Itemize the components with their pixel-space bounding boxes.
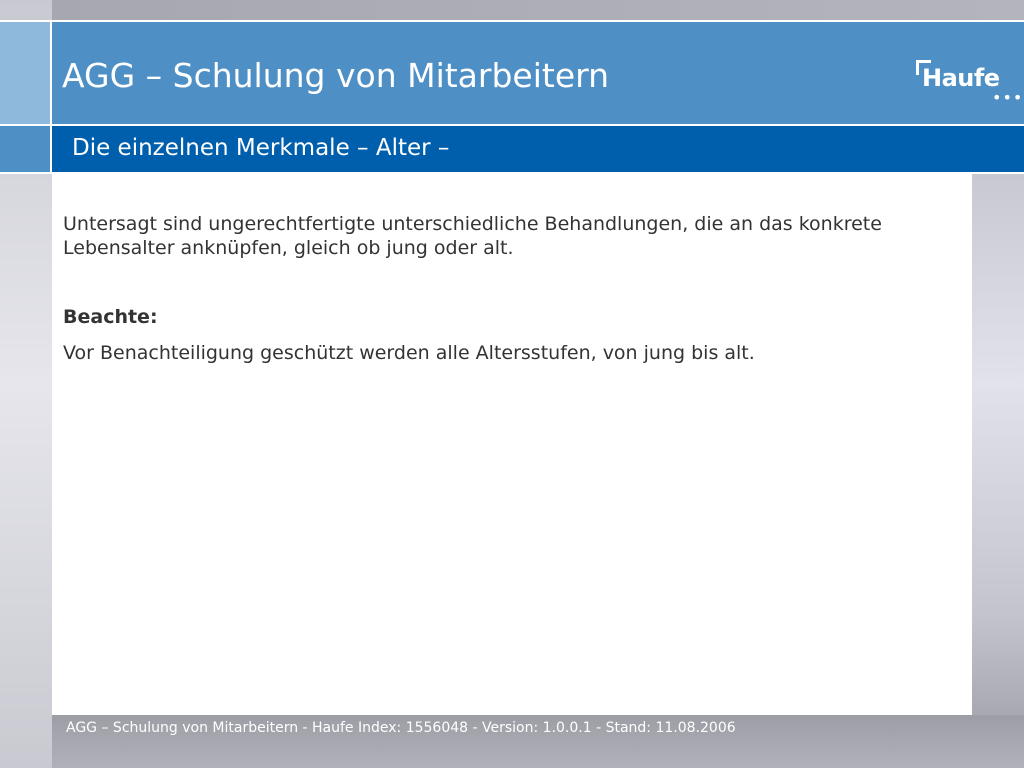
logo-text: Haufe <box>922 64 1000 92</box>
top-decor-strip <box>52 0 1024 20</box>
subtitle-band-accent <box>0 126 52 172</box>
title-band <box>0 20 1024 126</box>
note-text: Vor Benachteiligung geschützt werden alle Altersstufen, von jung bis alt. <box>63 342 755 364</box>
content-area <box>52 174 972 715</box>
footer <box>52 715 1024 768</box>
haufe-logo <box>912 60 1024 120</box>
logo-dots-icon: ••• <box>992 88 1024 107</box>
body-paragraph: Untersagt sind ungerechtfertigte unterschiedliche Behandlungen, die an das konkrete Lebensalter anknüpfen, gleich ob jung oder alt. <box>63 213 882 259</box>
footer-text: AGG – Schulung von Mitarbeitern - Haufe Index: 1556048 - Version: 1.0.0.1 - Stand: 11.08.2006 <box>66 720 736 736</box>
slide-title: AGG – Schulung von Mitarbeitern <box>62 56 610 95</box>
note-heading: Beachte: <box>63 306 158 328</box>
slide-subtitle: Die einzelnen Merkmale – Alter – <box>72 135 450 161</box>
subtitle-band <box>0 126 1024 174</box>
title-band-accent <box>0 22 52 124</box>
